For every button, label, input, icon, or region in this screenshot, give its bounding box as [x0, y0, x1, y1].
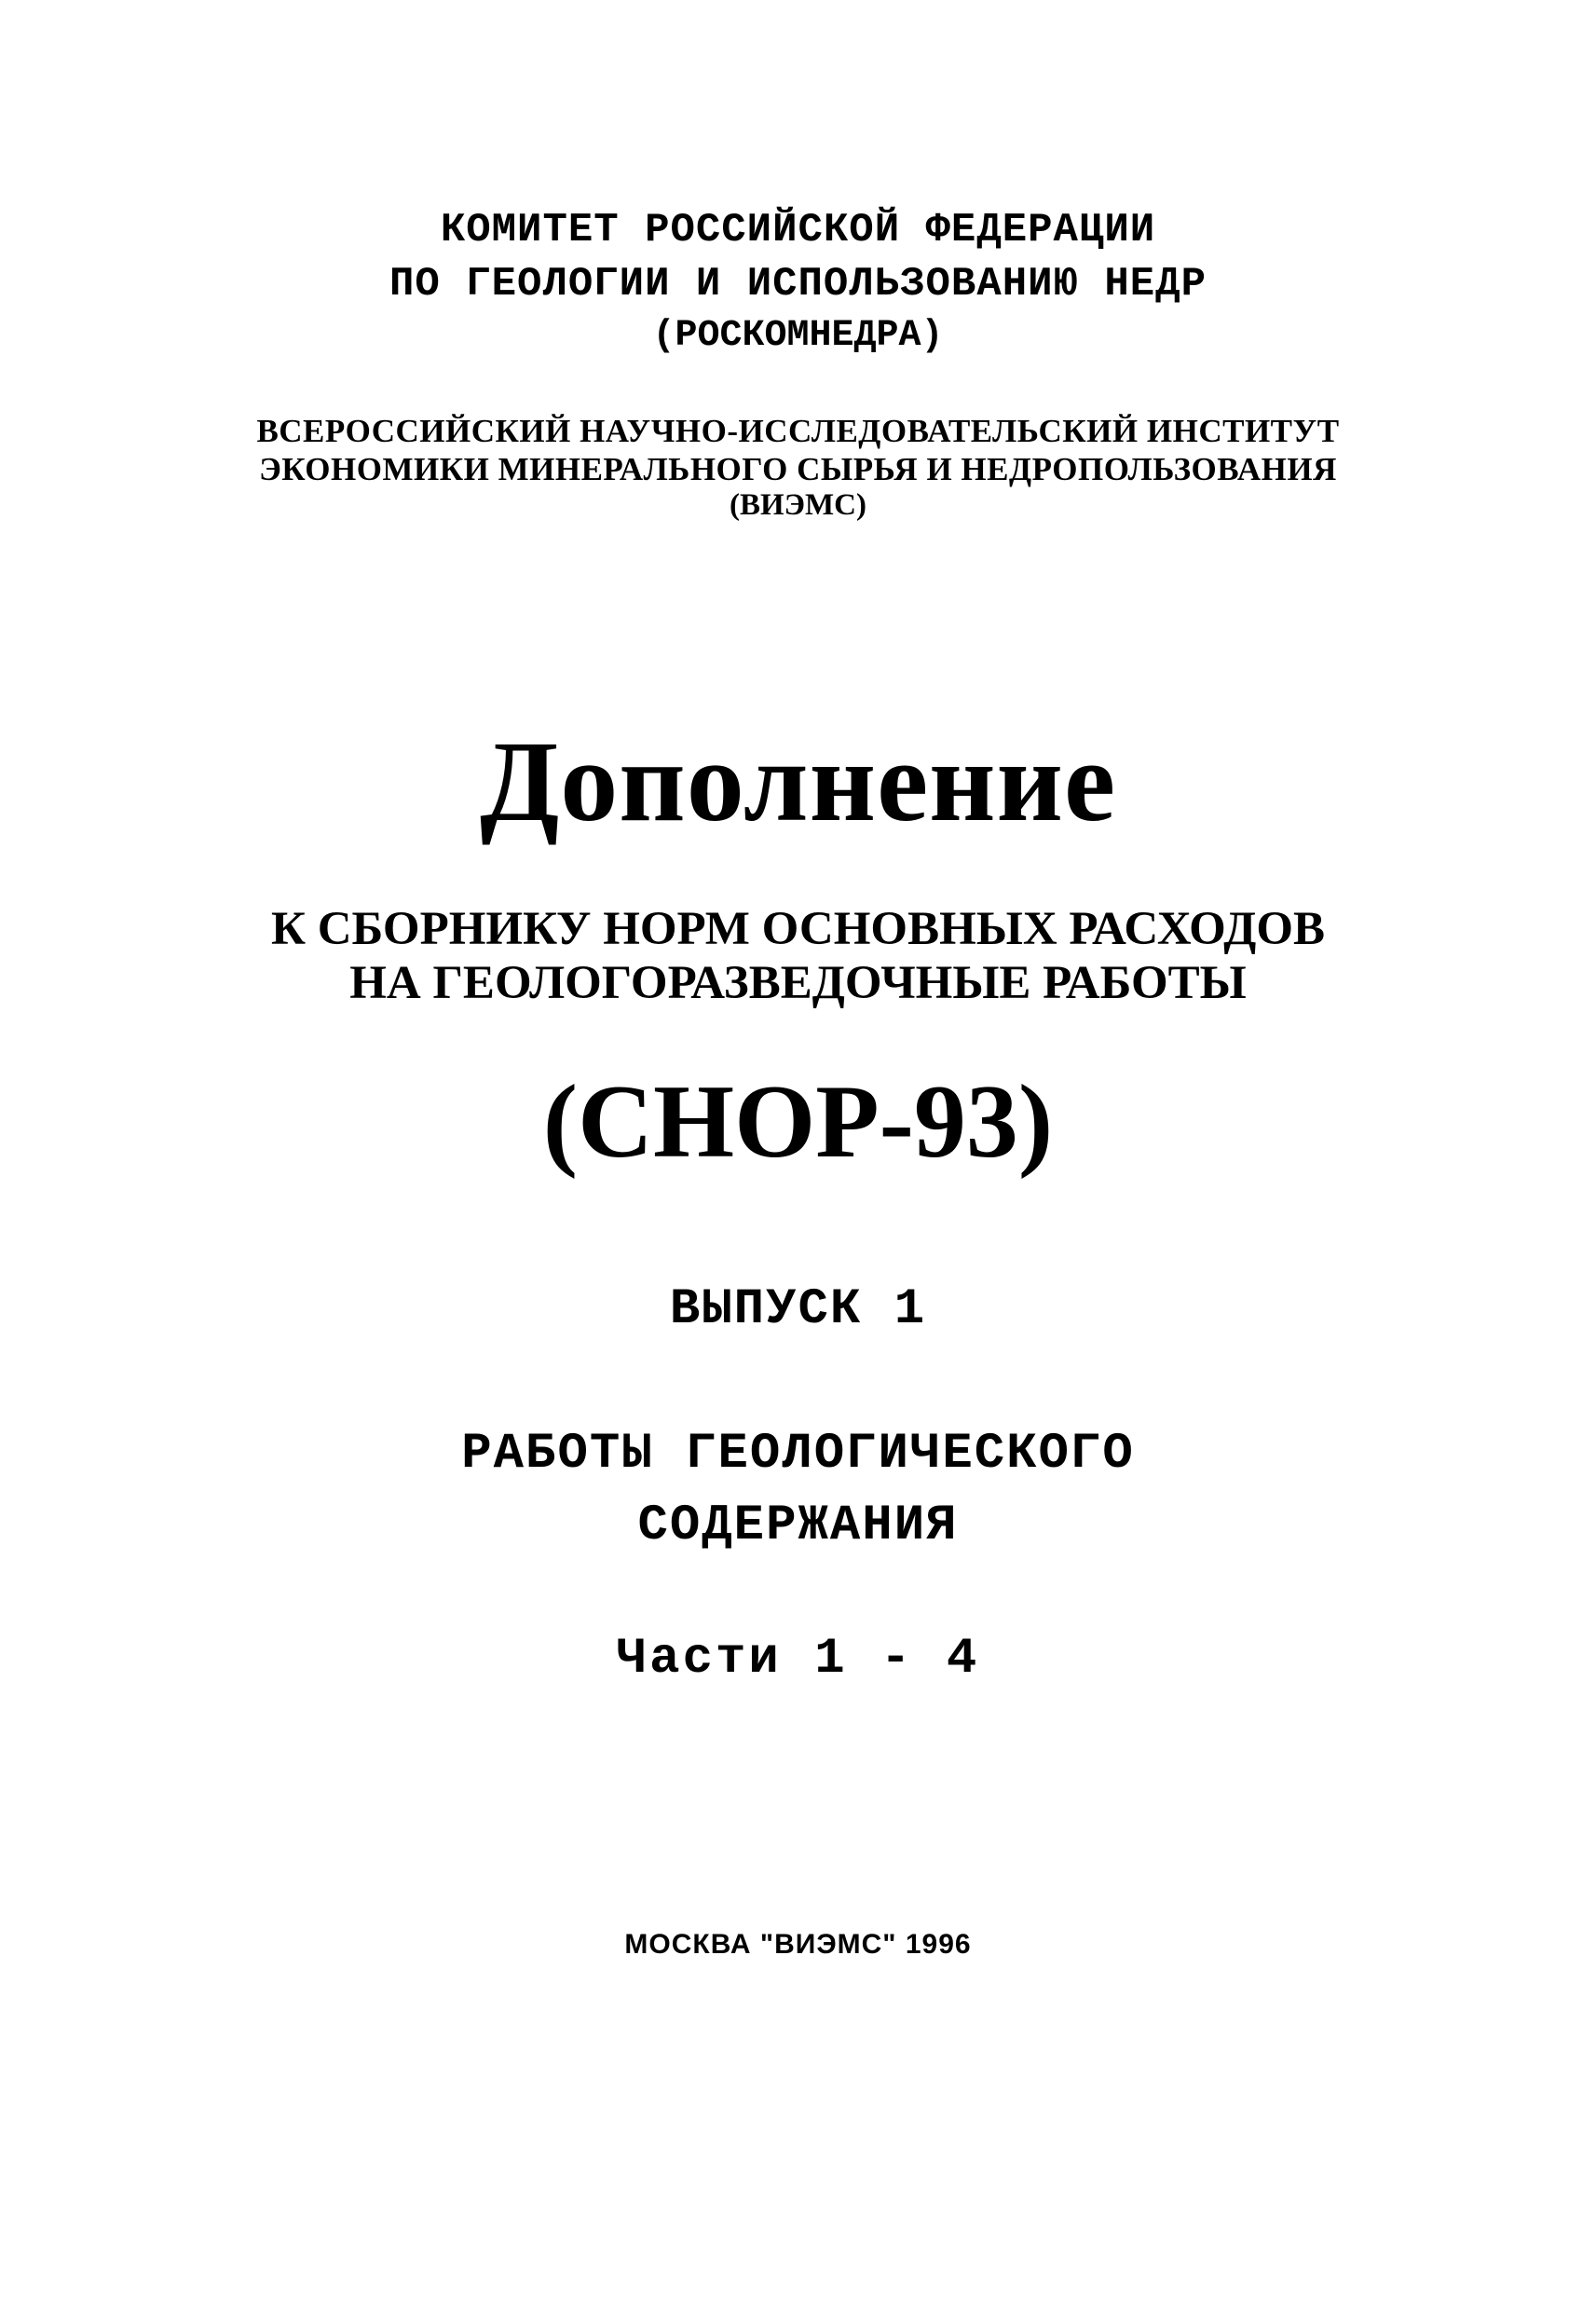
issue-label: ВЫПУСК 1 — [669, 1281, 927, 1338]
institute-name-line-2: ЭКОНОМИКИ МИНЕРАЛЬНОГО СЫРЬЯ И НЕДРОПОЛЬЗОВАНИЯ — [259, 451, 1337, 487]
committee-name-line-1: КОМИТЕТ РОССИЙСКОЙ ФЕДЕРАЦИИ — [440, 207, 1156, 253]
document-title: Дополнение — [479, 718, 1117, 845]
subtitle-line-1: К СБОРНИКУ НОРМ ОСНОВНЫХ РАСХОДОВ — [270, 903, 1325, 955]
subtitle-line-2: НА ГЕОЛОГОРАЗВЕДОЧНЫЕ РАБОТЫ — [349, 957, 1247, 1009]
document-code: (СНОР-93) — [542, 1064, 1054, 1180]
institute-name-line-1: ВСЕРОССИЙСКИЙ НАУЧНО-ИССЛЕДОВАТЕЛЬСКИЙ ИНСТИТУТ — [256, 413, 1340, 449]
section-title-line-1: РАБОТЫ ГЕОЛОГИЧЕСКОГО — [461, 1426, 1135, 1483]
committee-name-line-2: ПО ГЕОЛОГИИ И ИСПОЛЬЗОВАНИЮ НЕДР — [389, 261, 1207, 308]
committee-abbreviation: (РОСКОМНЕДРА) — [652, 315, 944, 357]
publisher-imprint: МОСКВА "ВИЭМС" 1996 — [624, 1929, 972, 1960]
parts-label: Части 1 - 4 — [616, 1631, 980, 1688]
institute-abbreviation: (ВИЭМС) — [729, 488, 867, 522]
section-title-line-2: СОДЕРЖАНИЯ — [637, 1497, 959, 1554]
